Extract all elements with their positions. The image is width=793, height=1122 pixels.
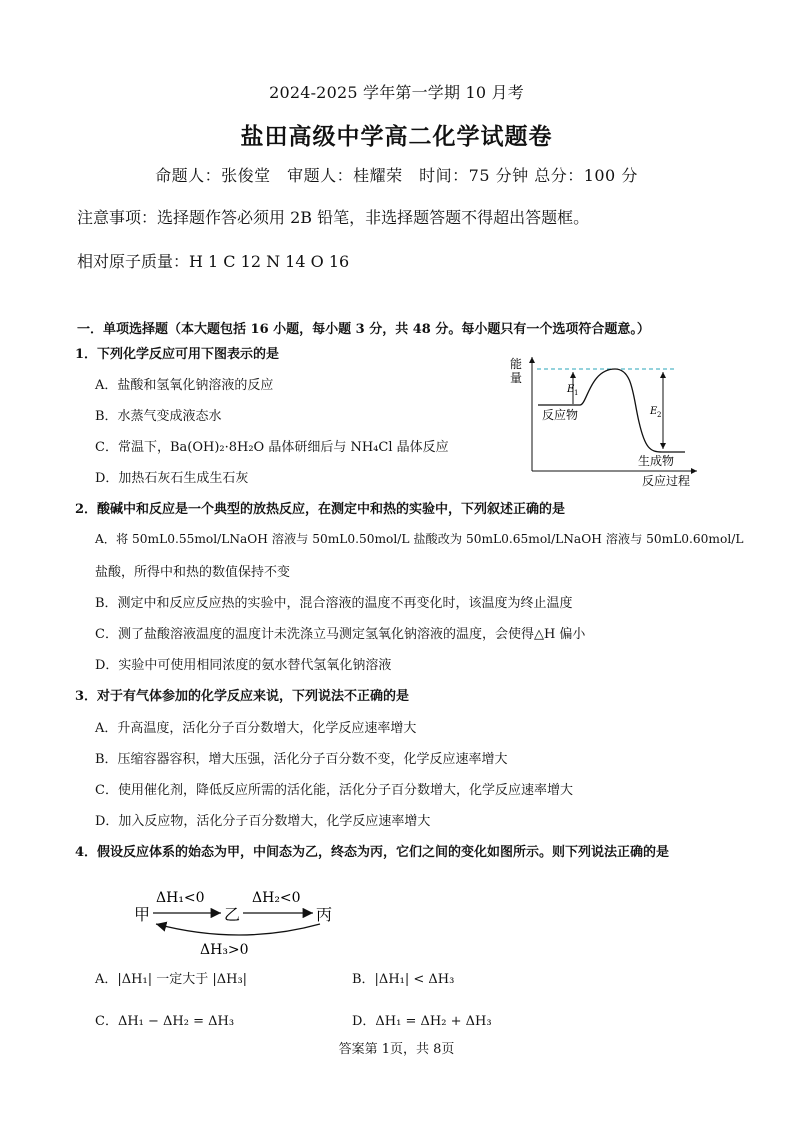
e1-label: E	[567, 384, 575, 395]
enthalpy-cycle-diagram	[120, 880, 360, 960]
q3-option-a: A．升高温度，活化分子百分数增大，化学反应速率增大	[95, 721, 417, 736]
q4-option-d: D．ΔH₁ = ΔH₂ + ΔH₃	[352, 1014, 492, 1029]
q1-option-b: B．水蒸气变成液态水	[95, 409, 222, 424]
q3-option-c: C．使用催化剂，降低反应所需的活化能，活化分子百分数增大，化学反应速率增大	[95, 783, 573, 798]
energy-diagram	[505, 352, 705, 492]
e1-subscript: 1	[574, 389, 579, 397]
q4-option-b: B．|ΔH₁| < ΔH₃	[352, 972, 455, 987]
state-yi: 乙	[224, 905, 241, 924]
q2-option-a-line2: 盐酸，所得中和热的数值保持不变	[95, 565, 291, 580]
q2-stem: 2．酸碱中和反应是一个典型的放热反应，在测定中和热的实验中，下列叙述正确的是	[75, 502, 566, 517]
exam-meta: 命题人：张俊堂 审题人：桂耀荣 时间：75 分钟 总分：100 分	[155, 166, 638, 185]
product-label: 生成物	[638, 454, 675, 468]
q4-option-c: C．ΔH₁ − ΔH₂ = ΔH₃	[95, 1014, 235, 1029]
state-jia: 甲	[134, 905, 151, 924]
y-label-2: 量	[510, 371, 523, 385]
q3-option-d: D．加入反应物，活化分子百分数增大，化学反应速率增大	[95, 814, 431, 829]
arrow-bing-jia	[156, 924, 320, 935]
q4-option-a: A．|ΔH₁| 一定大于 |ΔH₃|	[95, 972, 248, 987]
state-bing: 丙	[316, 905, 333, 924]
y-label-1: 能	[510, 357, 523, 371]
atomic-mass-note: 相对原子质量：H 1 C 12 N 14 O 16	[77, 252, 350, 271]
dh1-label: ΔH₁<0	[156, 890, 205, 906]
q2-option-a-line1: A．将 50mL0.55mol/LNaOH 溶液与 50mL0.50mol/L 盐酸改为 50mL0.65mol/LNaOH 溶液与 50mL0.60mol/L	[95, 532, 744, 546]
q3-option-b: B．压缩容器容积，增大压强，活化分子百分数不变，化学反应速率增大	[95, 752, 508, 767]
attention-note: 注意事项：选择题作答必须用 2B 铅笔，非选择题答题不得超出答题框。	[77, 208, 590, 227]
page-title: 盐田高级中学高二化学试题卷	[240, 123, 553, 150]
x-axis-label: 反应过程	[642, 474, 691, 488]
page-number: 答案第 1页，共 8页	[338, 1042, 455, 1057]
e2-subscript: 2	[657, 411, 662, 419]
e2-label: E	[650, 406, 658, 417]
section1-heading: 一．单项选择题（本大题包括 16 小题，每小题 3 分，共 48 分。每小题只有一个选项符合题意。）	[77, 322, 650, 337]
q2-option-b: B．测定中和反应反应热的实验中，混合溶液的温度不再变化时，该温度为终止温度	[95, 596, 573, 611]
q4-stem: 4．假设反应体系的始态为甲，中间态为乙，终态为丙，它们之间的变化如图所示。则下列说法正确的是	[75, 845, 670, 860]
exam-term: 2024-2025 学年第一学期 10 月考	[269, 83, 524, 102]
q3-stem: 3．对于有气体参加的化学反应来说，下列说法不正确的是	[75, 689, 410, 704]
q1-option-a: A．盐酸和氢氧化钠溶液的反应	[95, 378, 274, 393]
q1-stem: 1．下列化学反应可用下图表示的是	[75, 347, 280, 362]
reactant-label: 反应物	[542, 408, 579, 422]
q1-option-d: D．加热石灰石生成生石灰	[95, 471, 249, 486]
q2-option-d: D．实验中可使用相同浓度的氨水替代氢氧化钠溶液	[95, 658, 392, 673]
dh3-label: ΔH₃>0	[200, 942, 249, 958]
q1-option-c: C．常温下，Ba(OH)₂·8H₂O 晶体研细后与 NH₄Cl 晶体反应	[95, 440, 449, 455]
dh2-label: ΔH₂<0	[252, 890, 301, 906]
q2-option-c: C．测了盐酸溶液温度的温度计未洗涤立马测定氢氧化钠溶液的温度，会使得△H 偏小	[95, 627, 586, 642]
